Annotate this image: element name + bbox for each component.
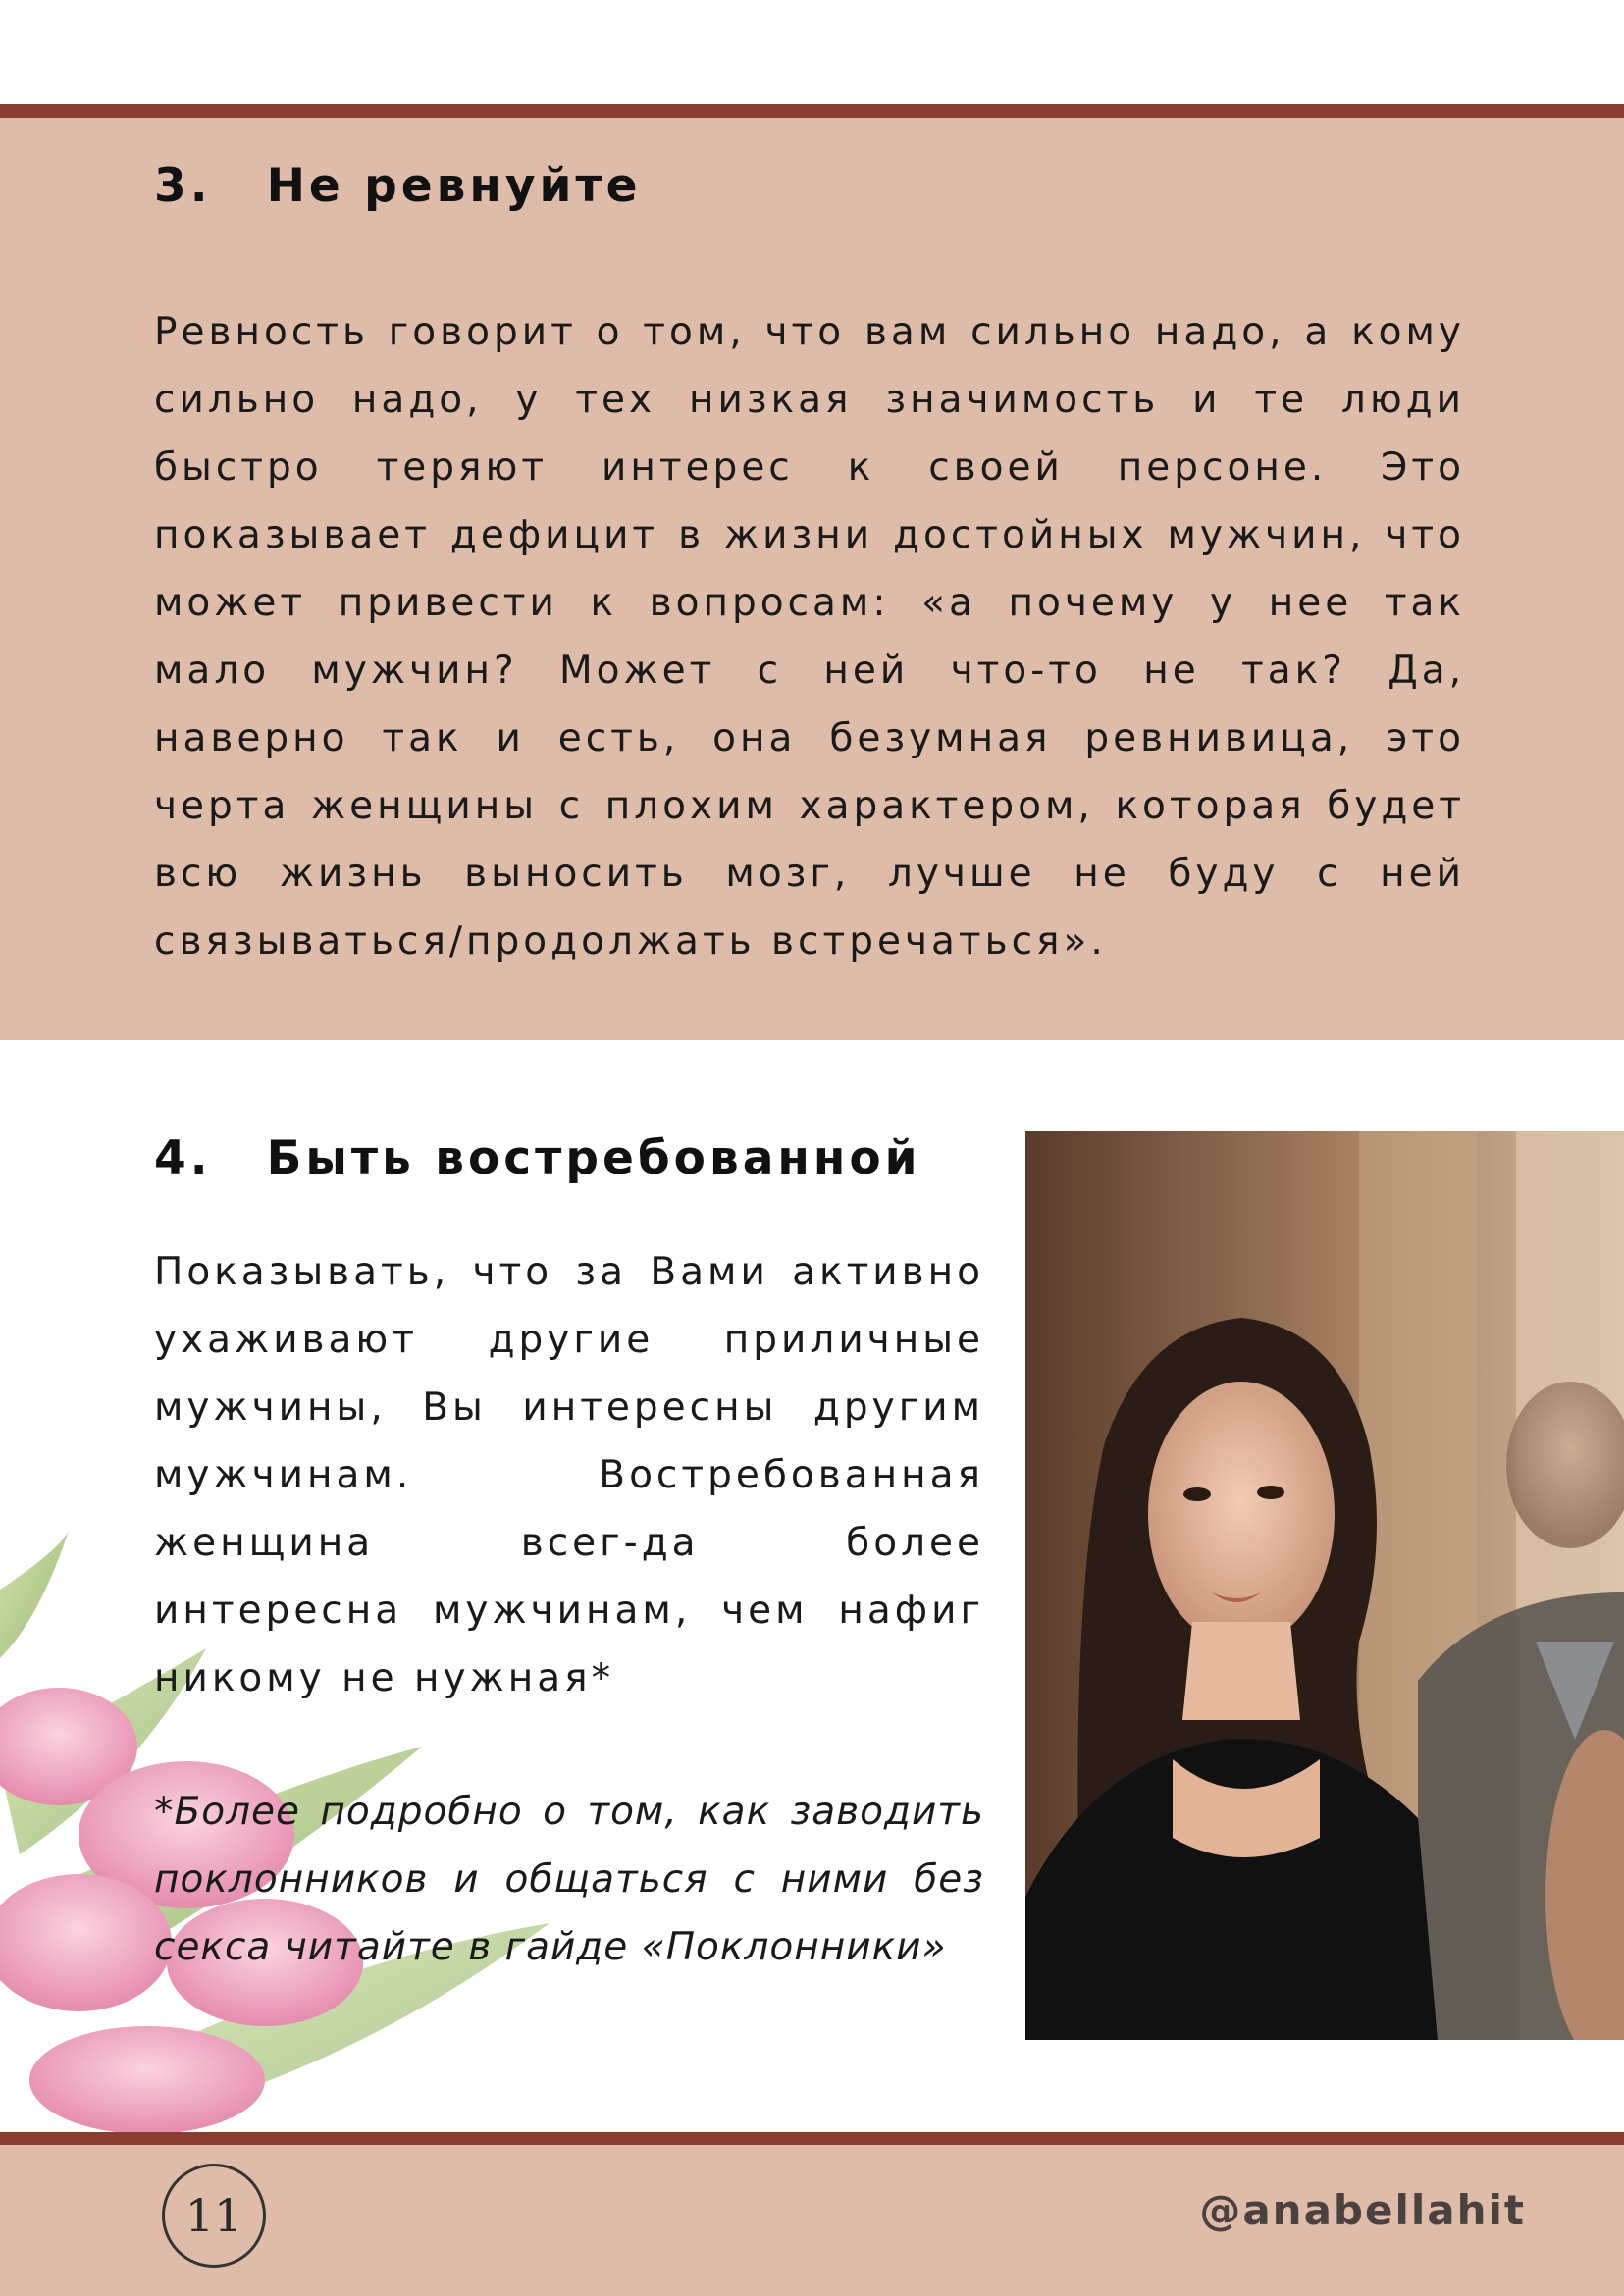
section-4-title: Быть востребованной — [266, 1131, 921, 1185]
section-3-title: Не ревнуйте — [266, 159, 642, 213]
section-3-paragraph: Ревность говорит о том, что вам сильно надо, а кому сильно надо, у тех низкая значимость и те люди быстро теряют интерес к своей персоне. Это показывает дефицит в жизни достойных мужчин, что может привести к вопросам: «а почему у нее так мало мужчин? Может с ней что-то не так? Да, наверно так и есть, она безумная ревнивица, это черта женщины с плохим характером, которая будет всю жизнь выносить мозг, лучше не буду с ней связываться/продолжать встречаться». — [154, 310, 1465, 964]
section-4-number: 4. — [154, 1131, 212, 1185]
woman-photo — [1025, 1131, 1624, 2040]
bottom-divider-bar — [0, 2132, 1624, 2145]
page-number-badge — [162, 2164, 266, 2268]
author-handle: @anabellahit — [1199, 2186, 1526, 2234]
page-number: 11 — [184, 2189, 243, 2242]
section-4-paragraph: Показывать, что за Вами активно ухаживают другие приличные мужчины, Вы интересны другим мужчинам. Востребованная женщина всег-да более интересна мужчинам, чем нафиг никому не нужная* — [154, 1250, 984, 1700]
section-3-number: 3. — [154, 159, 212, 213]
section-3-heading — [154, 159, 642, 213]
section-4-footnote: *Более подробно о том, как заводить поклонников и общаться с ними без секса читайте в гайде «Поклонники» — [154, 1790, 984, 1969]
top-divider-bar — [0, 104, 1624, 118]
section-4-heading — [154, 1131, 921, 1185]
